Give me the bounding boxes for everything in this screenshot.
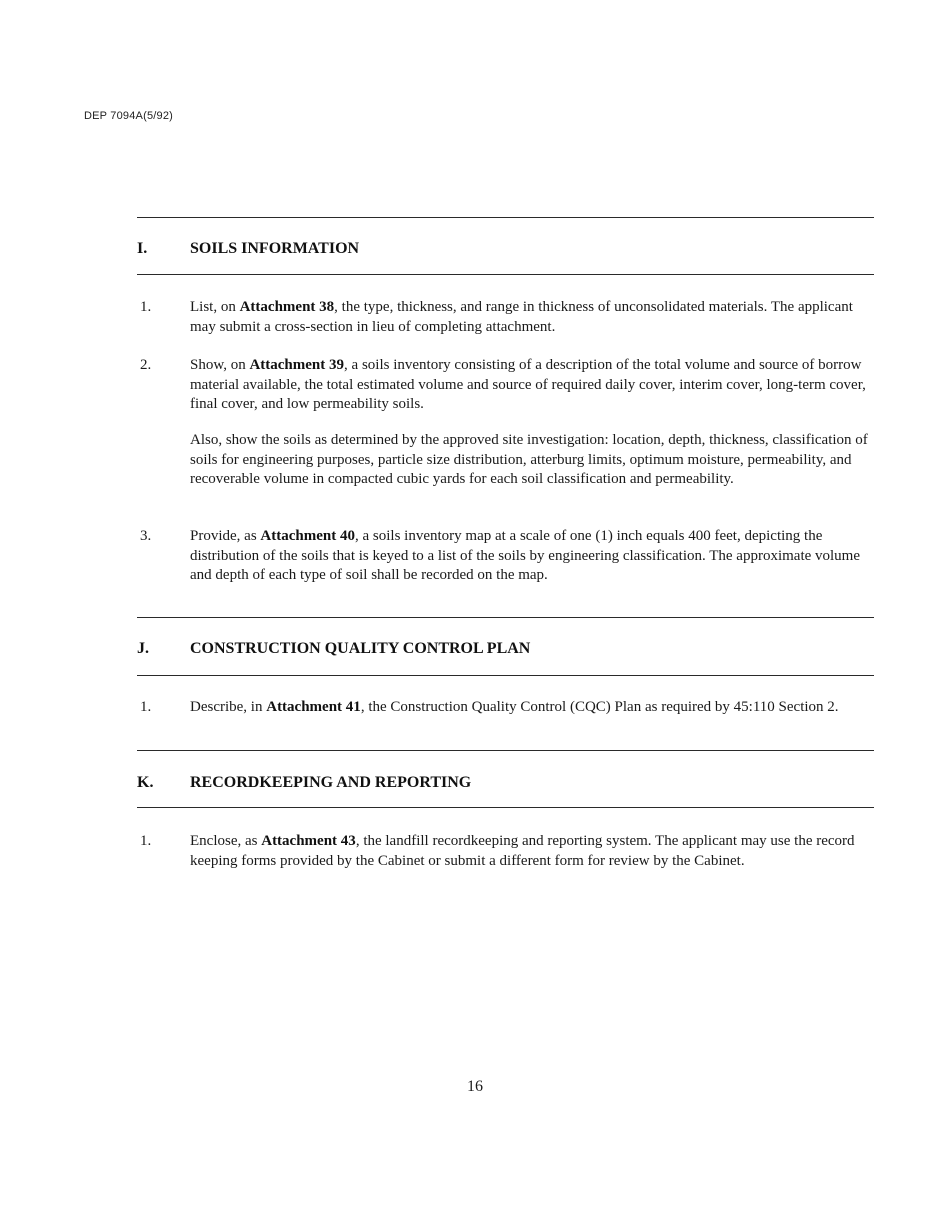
section-title: SOILS INFORMATION bbox=[190, 240, 360, 257]
item-number: 1. bbox=[140, 299, 152, 315]
item-number: 1. bbox=[140, 699, 152, 715]
item-text: Provide, as Attachment 40, a soils inventory map at a scale of one (1) inch equals 400 feet, depicting the distribution of the soils that is keyed to a list of the soils by engineering classification. The approximate volume and depth of each type of soil shall be recorded on the map. bbox=[190, 528, 861, 583]
item-continuation-text: Also, show the soils as determined by the approved site investigation: location, depth, thickness, classification of soils for engineering purposes, particle size distribution, atterburg limits, optimum moisture, permeability, and recoverable volume in compacted cubic yards for each soil classification and permeability. bbox=[190, 432, 868, 487]
item-number: 2. bbox=[140, 357, 152, 373]
section-title: RECORDKEEPING AND REPORTING bbox=[190, 774, 472, 791]
item-number: 3. bbox=[140, 528, 152, 544]
item-text: Enclose, as Attachment 43, the landfill recordkeeping and reporting system. The applicant may use the record keeping forms provided by the Cabinet or submit a different form for review by the Cabinet. bbox=[190, 833, 855, 869]
section-rule bbox=[137, 750, 874, 751]
attachment-ref: Attachment 41 bbox=[266, 699, 361, 715]
section-title: CONSTRUCTION QUALITY CONTROL PLAN bbox=[190, 640, 531, 657]
attachment-ref: Attachment 43 bbox=[261, 833, 356, 849]
page-number: 16 bbox=[467, 1078, 483, 1095]
item-text: Describe, in Attachment 41, the Construction Quality Control (CQC) Plan as required by 45:110 Section 2. bbox=[190, 699, 839, 715]
section-rule bbox=[137, 217, 874, 218]
section-rule bbox=[137, 617, 874, 618]
section-rule bbox=[137, 274, 874, 275]
attachment-ref: Attachment 38 bbox=[239, 299, 335, 315]
form-code: DEP 7094A(5/92) bbox=[84, 110, 174, 122]
item-text: List, on Attachment 38, the type, thickness, and range in thickness of unconsolidated materials. The applicant may submit a cross-section in lieu of completing attachment. bbox=[190, 299, 853, 335]
attachment-ref: Attachment 39 bbox=[249, 357, 345, 373]
section-letter: K. bbox=[137, 774, 154, 791]
section-rule bbox=[137, 807, 874, 808]
item-text: Show, on Attachment 39, a soils inventory consisting of a description of the total volume and source of borrow material available, the total estimated volume and source of required daily cover, interim cover, long-term cover, final cover, and low permeability soils. bbox=[190, 357, 866, 412]
item-number: 1. bbox=[140, 833, 152, 849]
section-rule bbox=[137, 675, 874, 676]
section-letter: J. bbox=[137, 640, 149, 657]
section-letter: I. bbox=[137, 240, 148, 257]
attachment-ref: Attachment 40 bbox=[260, 528, 355, 544]
